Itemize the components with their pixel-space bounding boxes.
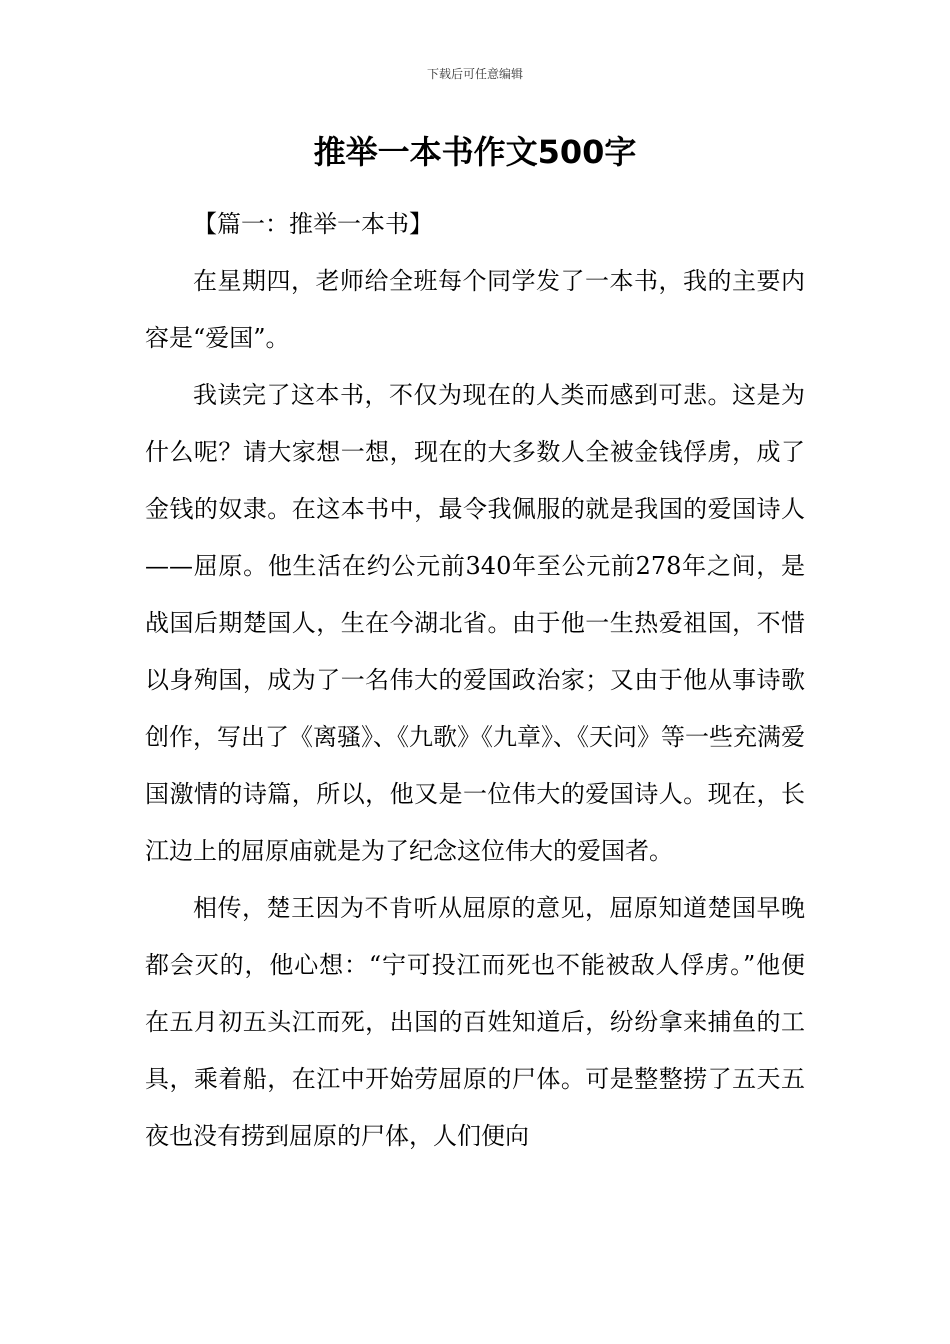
paragraph-3: 相传，楚王因为不肯听从屈原的意见，屈原知道楚国早晚都会灭的，他心想：“宁可投江而死也不能被敌人俘虏。”他便在五月初五头江而死，出国的百姓知道后，纷纷拿来捕鱼的工具，乘着船，在江中开始劳屈原的尸体。可是整整捞了五天五夜也没有捞到屈原的尸体，人们便向 xyxy=(145,894,805,1150)
paragraph-2: 我读完了这本书，不仅为现在的人类而感到可悲。这是为什么呢？请大家想一想，现在的大多数人全被金钱俘虏，成了金钱的奴隶。在这本书中，最令我佩服的就是我国的爱国诗人——屈原。他生活在约公元前340年至公元前278年之间，是战国后期楚国人，生在今湖北省。由于他一生热爱祖国，不惜以身殉国，成为了一名伟大的爱国政治家；又由于他从事诗歌创作，写出了《离骚》、《九歌》《九章》、《天问》等一些充满爱国激情的诗篇，所以，他又是一位伟大的爱国诗人。现在，长江边上的屈原庙就是为了纪念这位伟大的爱国者。 xyxy=(145,381,805,865)
paragraph-1: 在星期四，老师给全班每个同学发了一本书，我的主要内容是“爱国”。 xyxy=(145,267,805,352)
document-title: 推举一本书作文500字 xyxy=(313,133,637,171)
section-heading: 【篇一：推举一本书】 xyxy=(193,210,433,238)
header-note: 下载后可任意编辑 xyxy=(426,67,523,81)
document-body xyxy=(145,196,805,1165)
